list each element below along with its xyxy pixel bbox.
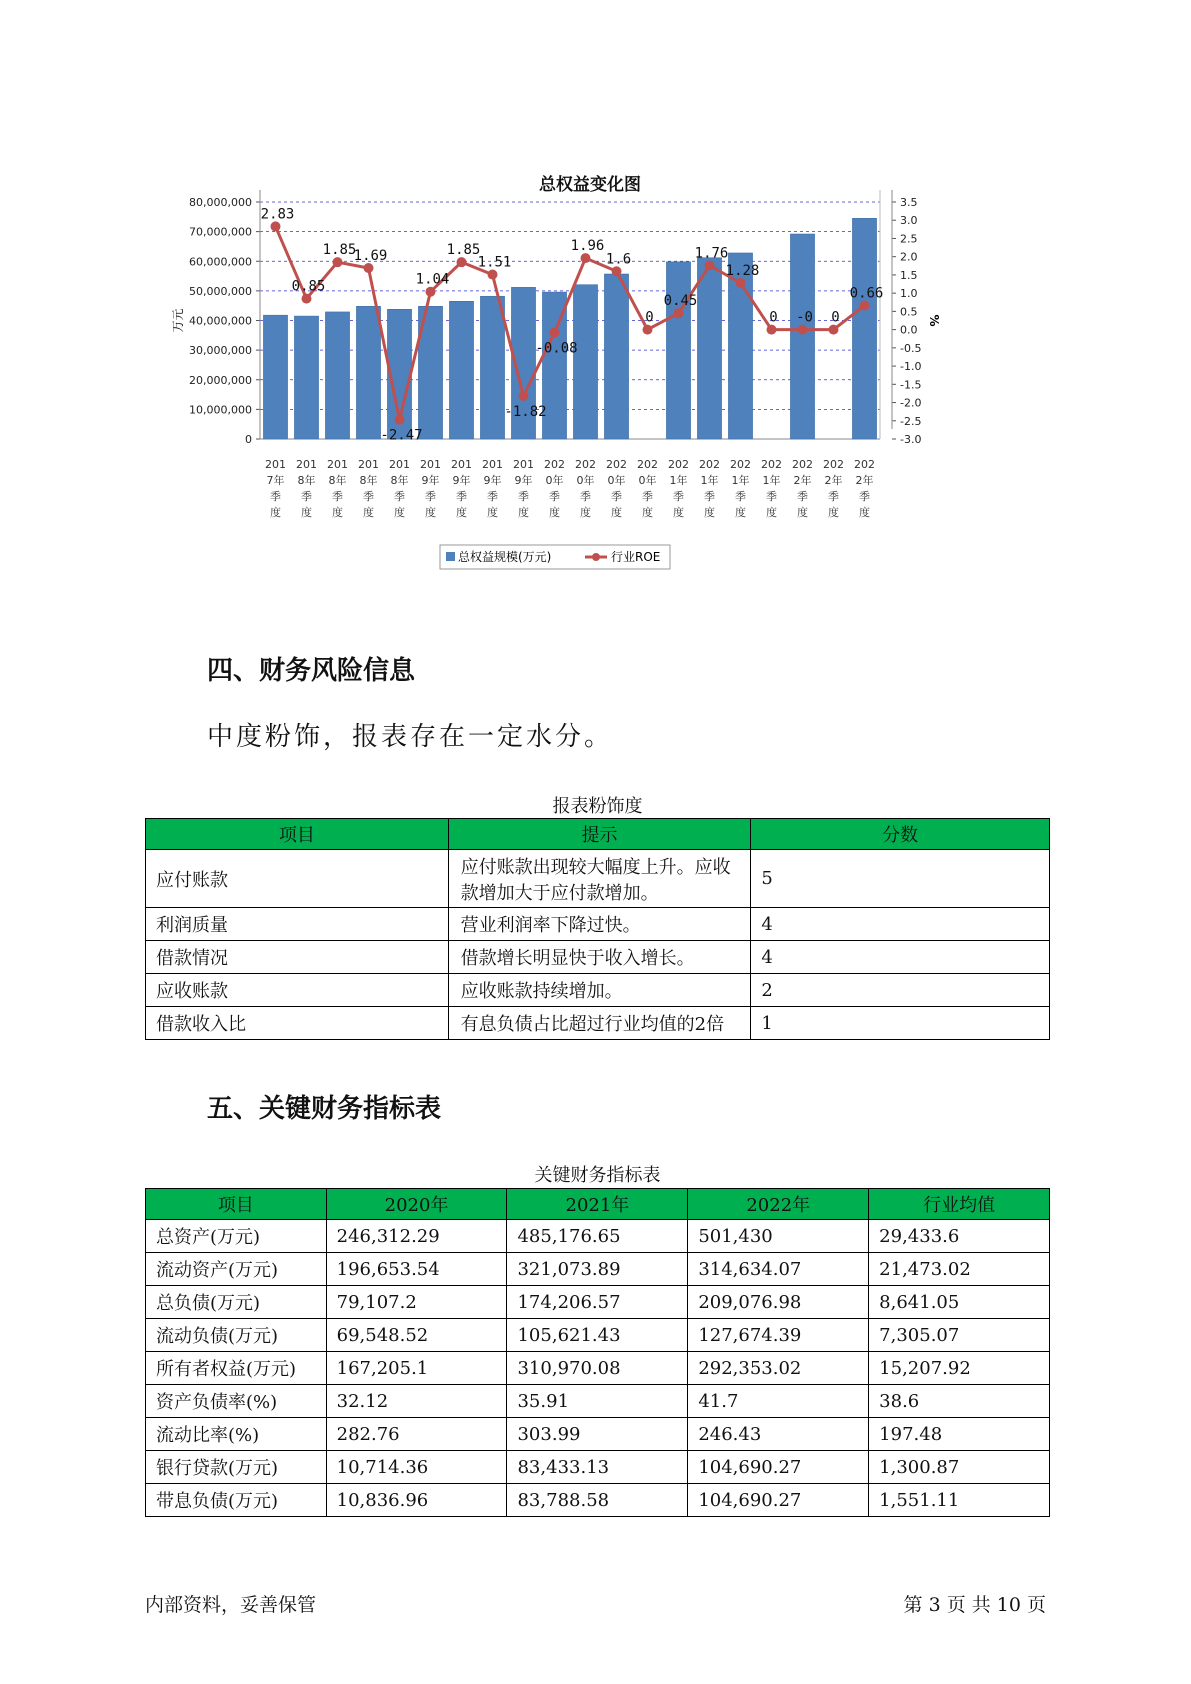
roe-data-label: 0.66	[849, 285, 884, 302]
row-2022: 501,430	[688, 1220, 869, 1253]
x-tick-label: 202 2年季度	[823, 458, 844, 519]
row-item: 流动负债(万元)	[146, 1319, 327, 1352]
roe-point	[674, 308, 684, 318]
y-left-tick-label: 60,000,000	[189, 255, 252, 269]
x-tick-label: 202 2年季度	[792, 458, 813, 519]
table-row	[146, 941, 1050, 974]
x-tick-label: 201 8年季度	[389, 458, 410, 519]
row-hint: 应收账款持续增加。	[448, 974, 751, 1007]
y-right-tick-label: -2.5	[900, 414, 922, 428]
x-tick-label: 202 1年季度	[668, 458, 689, 519]
roe-data-label: 0	[645, 309, 654, 326]
roe-point	[457, 257, 467, 267]
x-tick-label: 201 9年季度	[482, 458, 503, 519]
roe-point	[736, 278, 746, 288]
row-2020: 282.76	[326, 1418, 507, 1451]
table-row	[146, 1220, 1050, 1253]
roe-data-label: 1.69	[353, 247, 388, 264]
bar	[666, 262, 690, 439]
section4-summary: 中度粉饰，报表存在一定水分。	[207, 722, 614, 752]
row-hint: 应付账款出现较大幅度上升。应收款增加大于应付款增加。	[448, 850, 751, 908]
row-2021: 105,621.43	[507, 1319, 688, 1352]
x-tick-label: 201 9年季度	[513, 458, 534, 519]
roe-data-label: 0	[831, 309, 840, 326]
header-2022: 2022年	[688, 1189, 869, 1220]
header-industry-avg: 行业均值	[869, 1189, 1050, 1220]
row-2022: 314,634.07	[688, 1253, 869, 1286]
row-2022: 246.43	[688, 1418, 869, 1451]
bar	[604, 274, 628, 439]
table-row	[146, 1007, 1050, 1040]
table-row	[146, 1484, 1050, 1517]
row-2021: 83,433.13	[507, 1451, 688, 1484]
row-score: 4	[751, 941, 1050, 974]
row-2020: 32.12	[326, 1385, 507, 1418]
x-tick-label: 202 1年季度	[699, 458, 720, 519]
roe-data-label: -0.08	[535, 340, 578, 357]
row-2022: 292,353.02	[688, 1352, 869, 1385]
roe-data-label: 1.76	[694, 245, 729, 262]
roe-data-label: 1.6	[605, 251, 632, 268]
x-tick-label: 202 1年季度	[730, 458, 751, 519]
roe-point	[705, 260, 715, 270]
header-2021: 2021年	[507, 1189, 688, 1220]
key-metrics-table	[145, 1188, 1050, 1517]
y-right-tick-label: -1.0	[900, 360, 922, 374]
row-hint: 有息负债占比超过行业均值的2倍	[448, 1007, 751, 1040]
row-2021: 310,970.08	[507, 1352, 688, 1385]
y-left-tick-label: 40,000,000	[189, 314, 252, 328]
y-right-tick-label: -2.0	[900, 396, 922, 410]
row-score: 2	[751, 974, 1050, 1007]
bar	[697, 258, 721, 439]
roe-point	[550, 328, 560, 338]
roe-point	[364, 263, 374, 273]
row-item: 所有者权益(万元)	[146, 1352, 327, 1385]
x-tick-label: 202 1年季度	[761, 458, 782, 519]
row-2021: 174,206.57	[507, 1286, 688, 1319]
row-2022: 41.7	[688, 1385, 869, 1418]
y-right-tick-label: -0.5	[900, 341, 922, 355]
y-right-tick-label: 2.5	[900, 232, 918, 246]
roe-point	[519, 391, 529, 401]
header-2020: 2020年	[326, 1189, 507, 1220]
legend-bar-label: 总权益规模(万元)	[458, 550, 552, 564]
roe-data-label: 1.85	[322, 242, 357, 259]
bar	[449, 301, 473, 439]
row-2020: 246,312.29	[326, 1220, 507, 1253]
legend-line-marker	[592, 553, 600, 561]
section4-table-caption: 报表粉饰度	[552, 796, 643, 817]
row-item: 借款收入比	[146, 1007, 449, 1040]
roe-point	[829, 325, 839, 335]
row-item: 总负债(万元)	[146, 1286, 327, 1319]
row-industry-avg: 29,433.6	[869, 1220, 1050, 1253]
row-2020: 69,548.52	[326, 1319, 507, 1352]
y-right-tick-label: 3.5	[900, 196, 918, 209]
row-item: 总资产(万元)	[146, 1220, 327, 1253]
x-tick-label: 201 8年季度	[358, 458, 379, 519]
y-right-tick-label: -3.0	[900, 433, 922, 446]
row-2020: 10,836.96	[326, 1484, 507, 1517]
roe-data-label: 1.04	[415, 271, 450, 288]
roe-point	[767, 325, 777, 335]
row-score: 5	[751, 850, 1050, 908]
y-left-tick-label: 80,000,000	[189, 196, 252, 209]
row-2021: 321,073.89	[507, 1253, 688, 1286]
row-2022: 104,690.27	[688, 1484, 869, 1517]
bar	[263, 315, 287, 439]
bar	[480, 296, 504, 439]
row-item: 流动资产(万元)	[146, 1253, 327, 1286]
x-tick-label: 202 0年季度	[606, 458, 627, 519]
roe-point	[333, 257, 343, 267]
roe-point	[426, 287, 436, 297]
roe-point	[860, 301, 870, 311]
row-industry-avg: 8,641.05	[869, 1286, 1050, 1319]
row-item: 带息负债(万元)	[146, 1484, 327, 1517]
roe-data-label: 0	[769, 309, 778, 326]
table-header-row	[146, 1189, 1050, 1220]
table-row	[146, 1418, 1050, 1451]
row-hint: 借款增长明显快于收入增长。	[448, 941, 751, 974]
legend-bar-swatch	[446, 552, 455, 561]
bar	[852, 218, 876, 439]
y-left-tick-label: 10,000,000	[189, 403, 252, 417]
header-item: 项目	[146, 1189, 327, 1220]
table-row	[146, 1286, 1050, 1319]
section4-heading: 四、财务风险信息	[207, 656, 416, 686]
x-tick-label: 201 9年季度	[420, 458, 441, 519]
table-header-row	[146, 819, 1050, 850]
roe-data-label: 0.45	[663, 293, 698, 310]
row-2021: 485,176.65	[507, 1220, 688, 1253]
y-right-tick-label: -1.5	[900, 378, 922, 392]
row-2020: 10,714.36	[326, 1451, 507, 1484]
bar	[356, 306, 380, 439]
y-right-tick-label: 0.0	[900, 323, 918, 337]
table-row	[146, 974, 1050, 1007]
row-item: 借款情况	[146, 941, 449, 974]
x-tick-label: 202 0年季度	[544, 458, 565, 519]
roe-point	[488, 270, 498, 280]
page-number: 第 3 页 共 10 页	[903, 1594, 1046, 1616]
header-score: 分数	[751, 819, 1050, 850]
y-right-tick-label: 2.0	[900, 250, 918, 264]
x-tick-label: 202 2年季度	[854, 458, 875, 519]
y-right-tick-label: 3.0	[900, 214, 918, 228]
roe-point	[643, 325, 653, 335]
roe-point	[302, 294, 312, 304]
bar	[573, 285, 597, 439]
row-industry-avg: 21,473.02	[869, 1253, 1050, 1286]
roe-point	[612, 266, 622, 276]
y-left-tick-label: 30,000,000	[189, 344, 252, 358]
row-industry-avg: 1,551.11	[869, 1484, 1050, 1517]
header-hint: 提示	[448, 819, 751, 850]
roe-point	[271, 221, 281, 231]
x-tick-label: 201 8年季度	[327, 458, 348, 519]
y-right-tick-label: 1.0	[900, 287, 918, 301]
bar	[294, 316, 318, 439]
chart-title: 总权益变化图	[539, 175, 641, 195]
roe-data-label: 1.85	[446, 242, 481, 259]
bar	[325, 312, 349, 439]
equity-chart	[160, 160, 1020, 630]
row-hint: 营业利润率下降过快。	[448, 908, 751, 941]
row-industry-avg: 15,207.92	[869, 1352, 1050, 1385]
roe-point	[581, 253, 591, 263]
row-item: 银行贷款(万元)	[146, 1451, 327, 1484]
table-row	[146, 1352, 1050, 1385]
whitewash-table	[145, 818, 1050, 1040]
bar	[790, 234, 814, 439]
row-item: 流动比率(%)	[146, 1418, 327, 1451]
y-left-tick-label: 0	[245, 433, 252, 446]
y-left-tick-label: 50,000,000	[189, 284, 252, 298]
row-score: 4	[751, 908, 1050, 941]
row-2021: 303.99	[507, 1418, 688, 1451]
row-score: 1	[751, 1007, 1050, 1040]
row-industry-avg: 38.6	[869, 1385, 1050, 1418]
roe-data-label: 1.96	[570, 238, 605, 255]
row-industry-avg: 197.48	[869, 1418, 1050, 1451]
x-tick-label: 202 0年季度	[637, 458, 658, 519]
roe-data-label: -1.82	[504, 403, 547, 420]
row-2021: 35.91	[507, 1385, 688, 1418]
chart-svg	[160, 160, 1020, 630]
table-row	[146, 1451, 1050, 1484]
row-2020: 167,205.1	[326, 1352, 507, 1385]
row-2022: 127,674.39	[688, 1319, 869, 1352]
row-2022: 209,076.98	[688, 1286, 869, 1319]
section5-heading: 五、关键财务指标表	[207, 1094, 442, 1124]
roe-data-label: 2.83	[260, 206, 295, 223]
section5-table-caption: 关键财务指标表	[534, 1165, 661, 1186]
roe-data-label: 0.85	[291, 278, 326, 295]
header-item: 项目	[146, 819, 449, 850]
roe-data-label: -2.47	[380, 427, 423, 444]
roe-data-label: -0	[796, 309, 813, 326]
row-2022: 104,690.27	[688, 1451, 869, 1484]
roe-data-label: 1.51	[477, 254, 512, 271]
y-right-axis-label: %	[927, 314, 941, 327]
y-left-tick-label: 20,000,000	[189, 373, 252, 387]
row-2020: 79,107.2	[326, 1286, 507, 1319]
row-2020: 196,653.54	[326, 1253, 507, 1286]
x-tick-label: 202 0年季度	[575, 458, 596, 519]
roe-point	[798, 325, 808, 335]
y-left-tick-label: 70,000,000	[189, 225, 252, 239]
table-row	[146, 1319, 1050, 1352]
row-item: 利润质量	[146, 908, 449, 941]
row-item: 应付账款	[146, 850, 449, 908]
row-item: 资产负债率(%)	[146, 1385, 327, 1418]
y-right-tick-label: 0.5	[900, 305, 918, 319]
row-item: 应收账款	[146, 974, 449, 1007]
y-left-axis-label: 万元	[171, 308, 185, 333]
x-tick-label: 201 7年季度	[265, 458, 286, 519]
roe-data-label: 1.28	[725, 262, 760, 279]
row-industry-avg: 7,305.07	[869, 1319, 1050, 1352]
row-industry-avg: 1,300.87	[869, 1451, 1050, 1484]
table-row	[146, 850, 1050, 908]
x-tick-label: 201 8年季度	[296, 458, 317, 519]
y-right-tick-label: 1.5	[900, 268, 918, 282]
table-row	[146, 1253, 1050, 1286]
footer-note: 内部资料，妥善保管	[145, 1594, 317, 1616]
table-row	[146, 1385, 1050, 1418]
legend-line-label: 行业ROE	[611, 550, 661, 564]
table-row	[146, 908, 1050, 941]
row-2021: 83,788.58	[507, 1484, 688, 1517]
roe-point	[395, 415, 405, 425]
x-tick-label: 201 9年季度	[451, 458, 472, 519]
